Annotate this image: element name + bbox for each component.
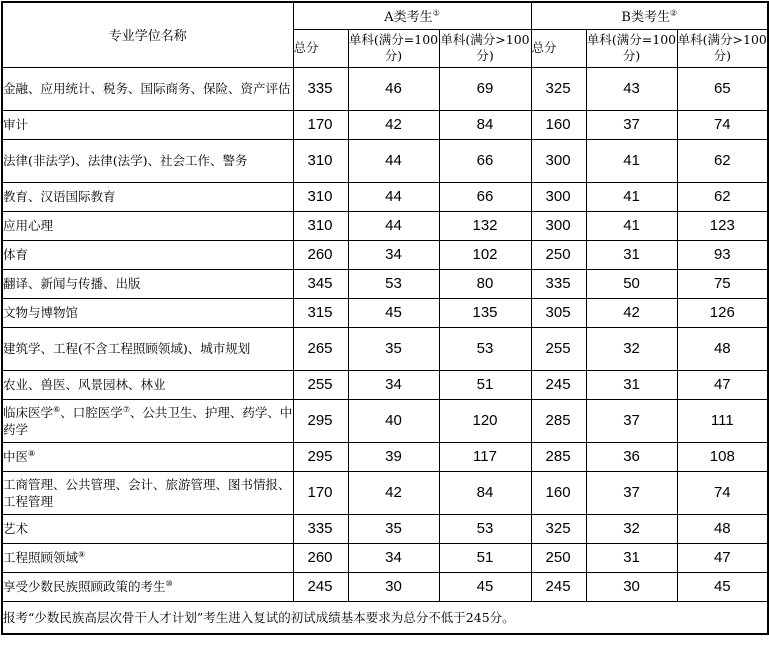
score-cell-b-total: 160 [531,110,586,139]
degree-name-part: 临床医学 [3,404,54,420]
score-cell-a-total: 335 [293,514,348,543]
degree-name-text: 建筑学、工程(不含工程照顾领域)、城市规划 [3,341,251,356]
score-cell-b-total: 335 [531,269,586,298]
degree-name-text: 教育、汉语国际教育 [3,189,116,204]
degree-name-text: 工程照顾领域 [3,550,79,565]
score-cell-a-single-low: 34 [348,543,439,572]
footnote-mark: ⑥ [53,404,61,414]
score-cell-b-single-high: 75 [677,269,768,298]
score-cell-b-single-low: 31 [586,240,677,269]
score-cell-a-single-low: 44 [348,211,439,240]
group-b-footnote-mark: ② [669,8,678,18]
degree-name-part: 、公共卫生、护理、药学、中药学 [3,404,293,437]
group-a-label: A类考生 [384,10,433,26]
table-row [2,543,768,572]
table-row [2,110,768,139]
score-cell-b-single-low: 37 [586,471,677,514]
score-cell-a-total: 310 [293,139,348,182]
score-cell-a-single-low: 34 [348,240,439,269]
degree-name-cell [2,182,293,211]
score-cell-b-single-high: 123 [677,211,768,240]
score-cell-b-total: 285 [531,442,586,471]
score-cell-b-single-low: 41 [586,182,677,211]
score-cell-b-single-high: 48 [677,327,768,370]
score-cell-a-total: 245 [293,572,348,601]
score-cell-a-single-low: 42 [348,110,439,139]
score-cell-b-single-high: 74 [677,471,768,514]
column-header-a-total: 总分 [293,29,348,67]
score-cell-b-total: 325 [531,514,586,543]
degree-name-cell [2,240,293,269]
footnote-mark: ⑨ [78,549,86,559]
footnote-mark: ⑦ [122,404,130,414]
score-cell-b-total: 285 [531,399,586,442]
degree-name-text: 文物与博物馆 [3,305,79,320]
score-cell-b-single-high: 74 [677,110,768,139]
column-header-degree-name: 专业学位名称 [2,2,293,67]
score-cell-a-total: 255 [293,370,348,399]
table-row [2,211,768,240]
score-cell-b-total: 250 [531,543,586,572]
score-cell-a-single-high: 66 [439,139,531,182]
score-cell-a-total: 260 [293,543,348,572]
degree-name-cell [2,514,293,543]
table-row [2,514,768,543]
score-cell-a-total: 295 [293,399,348,442]
column-header-b-total: 总分 [531,29,586,67]
table-row [2,399,768,442]
column-header-b-single-low: 单科(满分=100分) [586,29,677,67]
score-cell-b-single-low: 37 [586,399,677,442]
degree-name-cell [2,370,293,399]
table-body [2,67,768,601]
table-row [2,139,768,182]
score-cell-a-single-low: 34 [348,370,439,399]
score-cell-a-total: 265 [293,327,348,370]
score-cell-b-total: 255 [531,327,586,370]
degree-name-text: 翻译、新闻与传播、出版 [3,276,141,291]
score-requirements-table [1,1,769,635]
score-cell-b-single-high: 62 [677,182,768,211]
score-cell-a-total: 345 [293,269,348,298]
score-cell-a-single-low: 46 [348,67,439,110]
score-cell-a-single-high: 51 [439,370,531,399]
score-cell-b-single-low: 31 [586,370,677,399]
score-cell-b-single-low: 50 [586,269,677,298]
score-cell-a-single-high: 135 [439,298,531,327]
score-cell-a-single-high: 84 [439,110,531,139]
score-cell-b-total: 300 [531,139,586,182]
footnote-minority-program: 报考“少数民族高层次骨干人才计划”考生进入复试的初试成绩基本要求为总分不低于245分。 [2,601,768,634]
degree-name-part: 、口腔医学 [60,404,123,420]
score-cell-b-single-high: 48 [677,514,768,543]
score-cell-b-single-low: 32 [586,514,677,543]
degree-name-cell [2,139,293,182]
score-cell-a-total: 170 [293,110,348,139]
degree-name-cell [2,543,293,572]
score-cell-a-single-high: 69 [439,67,531,110]
degree-name-cell [2,471,293,514]
score-cell-a-single-low: 42 [348,471,439,514]
table-row [2,269,768,298]
score-cell-a-total: 310 [293,182,348,211]
degree-name-cell [2,442,293,471]
degree-name-text: 农业、兽医、风景园林、林业 [3,377,166,392]
score-cell-b-total: 245 [531,370,586,399]
score-cell-b-total: 250 [531,240,586,269]
score-cell-b-single-high: 93 [677,240,768,269]
score-cell-b-total: 300 [531,182,586,211]
score-cell-b-total: 325 [531,67,586,110]
table-row [2,182,768,211]
table-row [2,572,768,601]
score-cell-b-total: 245 [531,572,586,601]
footnote-mark: ⑧ [28,448,36,458]
score-cell-b-single-low: 31 [586,543,677,572]
score-cell-b-single-high: 47 [677,370,768,399]
score-cell-a-total: 335 [293,67,348,110]
degree-name-text: 艺术 [3,521,29,536]
score-cell-a-single-high: 117 [439,442,531,471]
degree-name-cell [2,269,293,298]
score-cell-b-single-high: 47 [677,543,768,572]
score-cell-b-single-high: 108 [677,442,768,471]
table-row [2,298,768,327]
column-header-group-a [293,2,531,29]
score-cell-a-single-high: 132 [439,211,531,240]
degree-name-cell [2,298,293,327]
score-cell-b-single-low: 42 [586,298,677,327]
degree-name-text: 工商管理、公共管理、会计、旅游管理、图书情报、工程管理 [3,476,291,509]
score-cell-a-single-high: 51 [439,543,531,572]
table-row [2,327,768,370]
score-cell-b-single-high: 62 [677,139,768,182]
score-cell-a-single-high: 53 [439,327,531,370]
score-cell-b-total: 300 [531,211,586,240]
score-cell-a-single-low: 45 [348,298,439,327]
score-cell-b-single-high: 65 [677,67,768,110]
score-cell-a-single-low: 35 [348,514,439,543]
degree-name-text: 中医 [3,449,29,464]
score-cell-b-single-low: 30 [586,572,677,601]
degree-name-cell [2,399,293,442]
degree-name-text: 享受少数民族照顾政策的考生 [3,579,166,594]
score-cell-a-single-low: 35 [348,327,439,370]
table-row [2,471,768,514]
score-cell-b-total: 305 [531,298,586,327]
score-cell-a-total: 170 [293,471,348,514]
degree-name-cell [2,67,293,110]
table-row [2,370,768,399]
score-cell-a-single-low: 44 [348,182,439,211]
score-cell-b-single-high: 126 [677,298,768,327]
score-cell-a-single-low: 39 [348,442,439,471]
score-cell-b-single-low: 37 [586,110,677,139]
score-cell-a-total: 260 [293,240,348,269]
score-cell-a-single-low: 53 [348,269,439,298]
score-cell-b-single-low: 41 [586,211,677,240]
score-cell-a-single-low: 40 [348,399,439,442]
table-row [2,67,768,110]
table-row [2,240,768,269]
score-cell-a-single-high: 84 [439,471,531,514]
degree-name-text: 金融、应用统计、税务、国际商务、保险、资产评估 [3,81,291,96]
score-cell-a-single-high: 102 [439,240,531,269]
column-header-b-single-high: 单科(满分>100分) [677,29,768,67]
degree-name-cell [2,110,293,139]
degree-name-text: 应用心理 [3,218,54,233]
score-cell-a-total: 295 [293,442,348,471]
score-cell-b-single-low: 43 [586,67,677,110]
degree-name-cell [2,327,293,370]
score-cell-a-single-high: 45 [439,572,531,601]
score-cell-a-single-low: 30 [348,572,439,601]
score-cell-a-total: 310 [293,211,348,240]
score-cell-a-single-high: 53 [439,514,531,543]
group-b-label: B类考生 [621,10,670,26]
degree-name-text: 体育 [3,247,29,262]
degree-name-cell [2,211,293,240]
score-cell-b-single-low: 32 [586,327,677,370]
column-header-group-b [531,2,768,29]
score-cell-a-total: 315 [293,298,348,327]
degree-name-cell [2,572,293,601]
footnote-mark: ⑩ [165,578,173,588]
score-cell-b-single-high: 45 [677,572,768,601]
score-cell-b-single-high: 111 [677,399,768,442]
score-cell-a-single-high: 80 [439,269,531,298]
score-cell-a-single-low: 44 [348,139,439,182]
column-header-a-single-low: 单科(满分=100分) [348,29,439,67]
table-row [2,442,768,471]
score-cell-a-single-high: 120 [439,399,531,442]
score-cell-a-single-high: 66 [439,182,531,211]
column-header-a-single-high: 单科(满分>100分) [439,29,531,67]
group-a-footnote-mark: ① [432,8,440,18]
degree-name-text: 审计 [3,117,29,132]
degree-name-text: 法律(非法学)、法律(法学)、社会工作、警务 [3,153,248,168]
score-cell-b-single-low: 41 [586,139,677,182]
score-cell-b-total: 160 [531,471,586,514]
score-cell-b-single-low: 36 [586,442,677,471]
